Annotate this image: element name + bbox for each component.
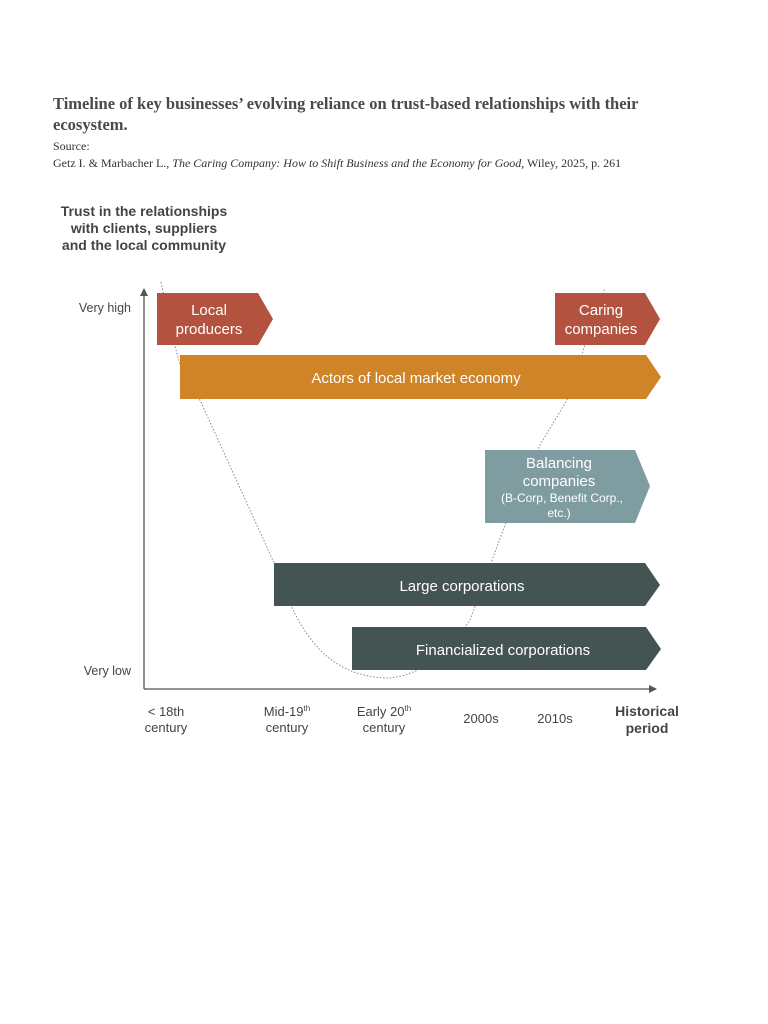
x-label-line <box>247 704 327 720</box>
box-large-corporations <box>274 563 660 606</box>
source-label: Source: <box>53 139 90 153</box>
x-label-line: century <box>144 720 188 735</box>
y-label-very-high: Very high <box>78 301 131 315</box>
source-authors: Getz I. & Marbacher L., <box>53 156 173 170</box>
financialized-corporations-label: Financialized corporations <box>415 642 591 659</box>
balancing-companies-label: companies <box>522 473 596 490</box>
y-axis-title-line: and the local community <box>61 237 227 253</box>
x-label-text: Early 20 <box>356 704 405 719</box>
actors-local-market-label: Actors of local market economy <box>311 370 521 387</box>
caring-companies-label: companies <box>564 321 638 338</box>
box-actors-local-market <box>180 355 661 399</box>
x-label-line: < 18th <box>147 704 185 719</box>
box-local-producers <box>157 293 273 345</box>
box-balancing-companies <box>485 450 650 523</box>
figure-title: Timeline of key businesses’ evolving reliance on trust-based relationships with their ecosystem. <box>53 94 639 134</box>
source-publisher: Wiley, 2025, p. 261 <box>524 156 622 170</box>
large-corporations-label: Large corporations <box>399 578 525 595</box>
box-caring-companies <box>555 293 660 345</box>
x-axis-title-line: period <box>625 720 669 736</box>
x-axis-title-line: Historical <box>615 703 679 719</box>
box-financialized-corporations <box>352 627 661 670</box>
x-label-sup: th <box>303 704 311 713</box>
y-axis-title-line: Trust in the relationships <box>60 203 228 219</box>
x-label-line <box>344 704 424 720</box>
balancing-companies-label: Balancing <box>526 455 592 472</box>
x-label-line: century <box>362 720 406 735</box>
local-producers-label: Local <box>191 302 227 319</box>
x-axis-title <box>607 703 687 737</box>
balancing-companies-examples: etc.) <box>547 506 571 520</box>
x-label-line: century <box>265 720 309 735</box>
y-axis-title-line: with clients, suppliers <box>70 220 218 236</box>
source-book-title: The Caring Company: How to Shift Business and the Economy for Good, <box>172 156 525 170</box>
y-label-very-low: Very low <box>83 664 131 678</box>
balancing-companies-examples: (B-Corp, Benefit Corp., <box>500 491 624 505</box>
x-label-18th-century <box>126 704 206 736</box>
x-label-2010s: 2010s <box>537 711 573 726</box>
x-label-mid-19th-century <box>247 704 327 736</box>
x-label-2000s: 2000s <box>463 711 499 726</box>
caring-companies-label: Caring <box>578 302 624 319</box>
x-label-early-20th-century <box>344 704 424 736</box>
x-label-text: Mid-19 <box>263 704 304 719</box>
local-producers-label: producers <box>175 321 243 338</box>
x-label-sup: th <box>404 704 412 713</box>
